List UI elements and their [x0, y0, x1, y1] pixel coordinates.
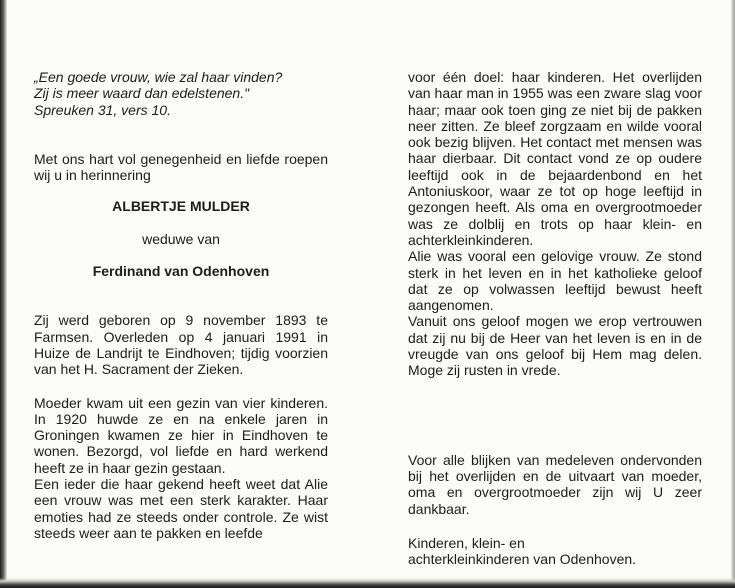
- paragraph-faith: Alie was vooral een gelovige vrouw. Ze stond sterk in het leven en in het katholieke geloof dat ze op volwassen leeftijd bewust heeft aangenomen.: [408, 248, 702, 314]
- quote-line-1: „Een goede vrouw, wie zal haar vinden?: [34, 69, 283, 85]
- deceased-name: ALBERTJE MULDER: [112, 198, 250, 215]
- signature-line-2: achterkleinkinderen van Odenhoven.: [408, 551, 637, 568]
- widow-of-label: weduwe van: [142, 230, 220, 247]
- paragraph-character: Een ieder die haar gekend heeft weet dat Alie een vrouw was met een sterk karakter. Haar emoties had ze steeds onder controle. Ze wist steeds weer aan te pakken en leefde: [34, 476, 328, 541]
- left-column: [34, 69, 328, 541]
- paragraph-family: Moeder kwam uit een gezin van vier kinderen. In 1920 huwde ze en na enkele jaren in Groningen kwamen ze hier in Eindhoven te wonen. Bezorgd, vol liefde en hard werkend heeft ze in haar gezin gestaan.: [34, 394, 328, 476]
- paragraph-birth: Zij werd geboren op 9 november 1893 te Farmsen. Overleden op 4 januari 1991 in Huize de Landrijt te Eindhoven; tijdig voorzien van het H. Sacrament der Zieken.: [34, 312, 328, 378]
- husband-name: Ferdinand van Odenhoven: [92, 263, 270, 280]
- right-column: [408, 69, 702, 567]
- card-edge-shadow-bottom: [0, 578, 735, 588]
- paragraph-hope: Vanuit ons geloof mogen we erop vertrouwen dat zij nu bij de Heer van het leven is en in de vreugde van ons geloof bij Hem mag delen. Moge zij rusten in vrede.: [408, 313, 702, 379]
- quote-source: Spreuken 31, vers 10.: [34, 101, 171, 118]
- quote-line-2: Zij is meer waard dan edelstenen.": [34, 85, 250, 102]
- paragraph-continued: voor één doel: haar kinderen. Het overlijden van haar man in 1955 was een zware slag voor haar; maar ook toen ging ze niet bij de pakken neer zitten. Ze bleef zorgzaam en wilde vooral ook bezig blijven. Het contact met mensen was haar dierbaar. Dit contact vond ze op oudere leeftijd ook in de bejaardenbond en het Antoniuskoor, waar ze tot op hoge leeftijd in gezongen heeft. Als oma en overgrootmoeder was ze dolblij en trots op haar klein- en achterkleinkinderen.: [408, 69, 702, 248]
- card-edge-shadow-right: [731, 0, 735, 588]
- card-edge-shadow-left: [0, 0, 7, 588]
- intro-text: Met ons hart vol genegenheid en liefde roepen wij u in herinnering: [34, 150, 328, 184]
- thanks-text: Voor alle blijken van medeleven ondervonden bij het overlijden en de uitvaart van moeder, oma en overgrootmoeder zijn wij U zeer dankbaar.: [408, 451, 702, 517]
- signature-line-1: Kinderen, klein- en: [408, 534, 525, 551]
